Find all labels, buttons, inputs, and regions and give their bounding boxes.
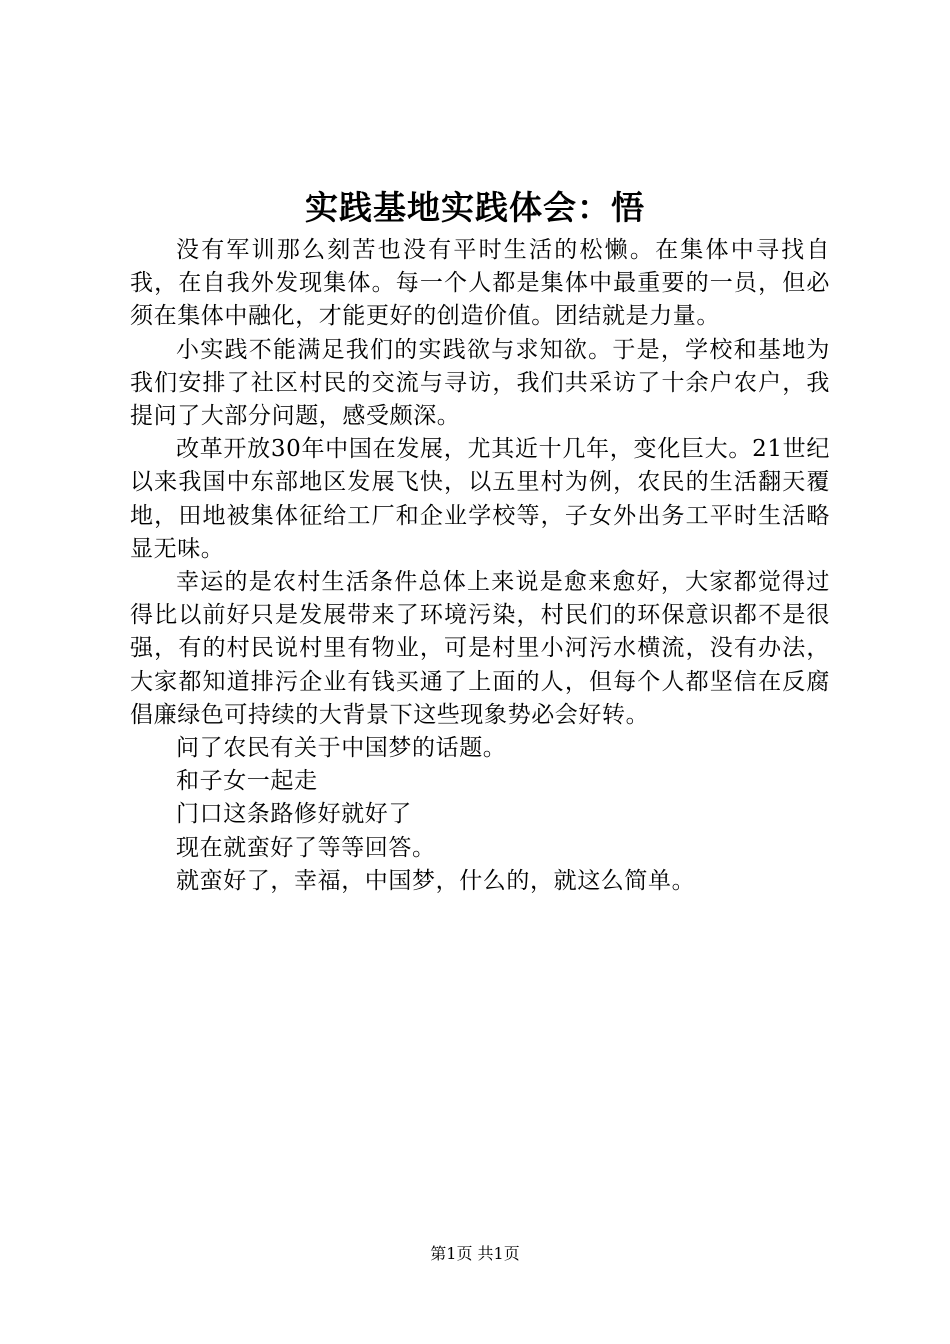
paragraph-1: 没有军训那么刻苦也没有平时生活的松懒。在集体中寻找自我，在自我外发现集体。每一个人都是集体中最重要的一员，但必须在集体中融化，才能更好的创造价值。团结就是力量。 bbox=[130, 237, 830, 330]
page-footer: 第1页 共1页 bbox=[430, 1244, 520, 1263]
paragraph-5: 问了农民有关于中国梦的话题。 bbox=[176, 735, 507, 762]
paragraph-6: 和子女一起走 bbox=[176, 768, 318, 795]
document-title: 实践基地实践体会：悟 bbox=[305, 188, 645, 227]
paragraph-9: 就蛮好了，幸福，中国梦，什么的，就这么简单。 bbox=[176, 867, 696, 894]
paragraph-2: 小实践不能满足我们的实践欲与求知欲。于是，学校和基地为我们安排了社区村民的交流与寻访，我们共采访了十余户农户，我提问了大部分问题，感受颇深。 bbox=[130, 336, 830, 430]
document-body bbox=[130, 234, 830, 898]
paragraph-7: 门口这条路修好就好了 bbox=[176, 801, 412, 828]
paragraph-4: 幸运的是农村生活条件总体上来说是愈来愈好，大家都觉得过得比以前好只是发展带来了环境污染，村民们的环保意识都不是很强，有的村民说村里有物业，可是村里小河污水横流，没有办法，大家都知道排污企业有钱买通了上面的人，但每个人都坚信在反腐倡廉绿色可持续的大背景下这些现象势必会好转。 bbox=[130, 569, 830, 728]
paragraph-3: 改革开放30年中国在发展，尤其近十几年，变化巨大。21世纪以来我国中东部地区发展飞快，以五里村为例，农民的生活翻天覆地，田地被集体征给工厂和企业学校等，子女外出务工平时生活略显无味。 bbox=[130, 436, 830, 562]
paragraph-8: 现在就蛮好了等等回答。 bbox=[176, 834, 436, 861]
